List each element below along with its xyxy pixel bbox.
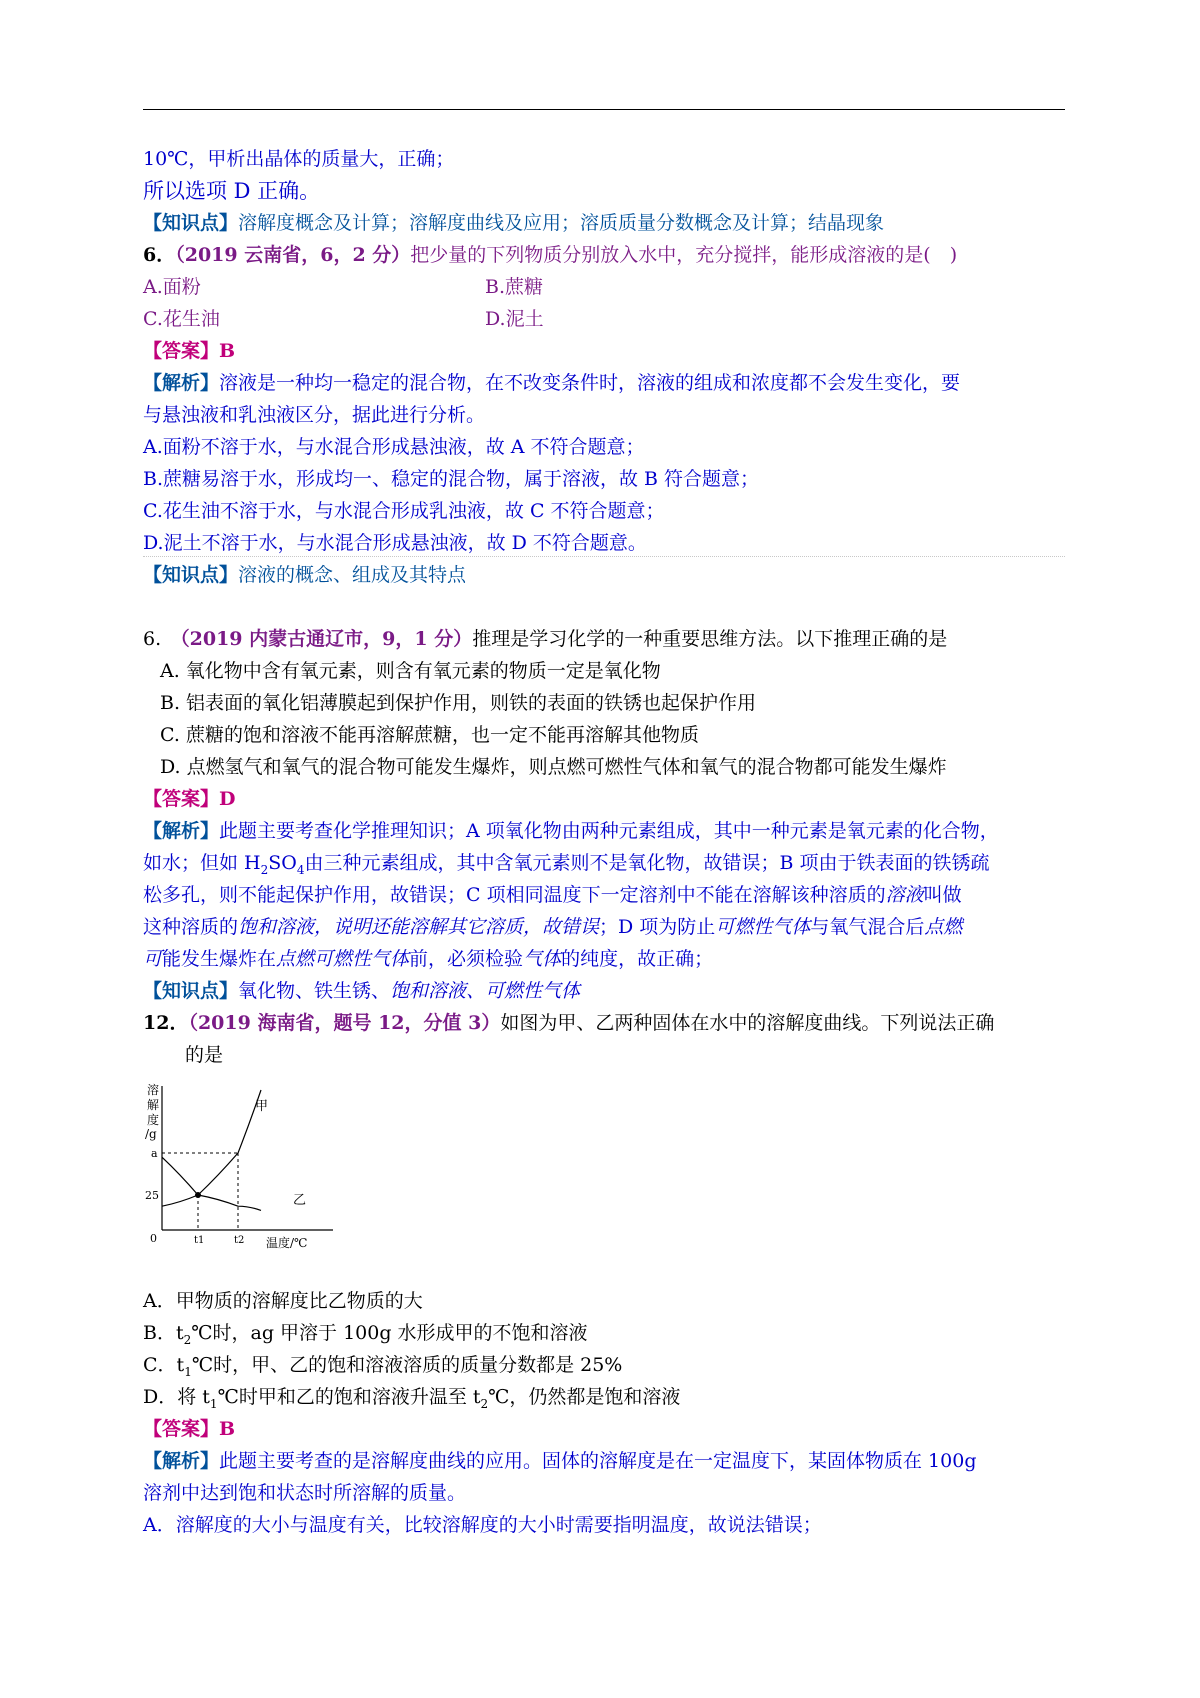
option-a: A. 氧化物中含有氧元素，则含有氧元素的物质一定是氧化物: [160, 660, 661, 682]
question-text: 推理是学习化学的一种重要思维方法。以下推理正确的是: [472, 628, 948, 650]
question-source: （2019 云南省，6，2 分）: [175, 244, 411, 266]
text-run: C．t: [143, 1354, 185, 1376]
answer-value: B: [219, 340, 236, 362]
option-d: [143, 1384, 680, 1417]
series-label-yi: 乙: [293, 1193, 307, 1208]
italic-run: 饱和溶液，说明还能溶解其它溶质，故错误: [238, 916, 600, 938]
option-c: C. 蔗糖的饱和溶液不能再溶解蔗糖，也一定不能再溶解其他物质: [160, 724, 699, 746]
y-axis-label-4: /g: [145, 1127, 157, 1141]
origin-label: 0: [150, 1232, 157, 1245]
text-run: ℃，仍然都是饱和溶液: [488, 1386, 681, 1408]
x-axis-label: 温度/℃: [266, 1236, 308, 1250]
option-d: D.泥土: [485, 308, 544, 330]
knowledge-point: [143, 210, 884, 236]
text-line: 所以选项 D 正确。: [143, 179, 321, 203]
text-run: SO: [268, 852, 297, 874]
subscript: 1: [209, 1396, 218, 1411]
knowledge-label: 【知识点】: [143, 564, 239, 586]
subscript: 2: [480, 1396, 489, 1411]
analysis-text: 溶剂中达到饱和状态时所溶解的质量。: [143, 1482, 467, 1504]
x-tick-t1: t1: [194, 1235, 205, 1246]
question-source: （2019 内蒙古通辽市，9，1 分）: [180, 628, 473, 650]
y-tick-25: 25: [145, 1189, 159, 1202]
knowledge-italic: 饱和溶液、可燃性气体: [390, 980, 581, 1002]
text-run: ℃时甲和乙的饱和溶液升温至 t: [217, 1386, 481, 1408]
text-run: 这种溶质的: [143, 916, 239, 938]
analysis-label: 【解析】: [143, 820, 220, 842]
question-stem: [143, 242, 957, 268]
italic-run: 可燃性气体: [715, 916, 811, 938]
analysis-text: A．溶解度的大小与温度有关，比较溶解度的大小时需要指明温度，故说法错误；: [143, 1514, 822, 1536]
answer-label: 【答案】: [143, 788, 220, 810]
analysis-text: [143, 882, 962, 908]
text-run: 的纯度，故正确；: [561, 948, 714, 970]
text-run: 前，必须检验: [409, 948, 524, 970]
subscript: 2: [260, 862, 269, 877]
option-d: D. 点燃氢气和氧气的混合物可能发生爆炸，则点燃可燃性气体和氧气的混合物都可能发生爆炸: [160, 756, 947, 778]
intersection-point: [195, 1192, 201, 1198]
analysis-text: 此题主要考查的是溶解度曲线的应用。固体的溶解度是在一定温度下，某固体物质在 100g: [219, 1450, 977, 1472]
knowledge-point: [143, 562, 466, 588]
question-number: 6.: [143, 628, 181, 650]
solubility-chart: [143, 1080, 343, 1270]
question-number: 12．: [143, 1012, 189, 1034]
analysis: [143, 818, 999, 844]
header-rule: [143, 109, 1065, 110]
text-run: ℃时，ag 甲溶于 100g 水形成甲的不饱和溶液: [191, 1322, 588, 1344]
y-axis-label-1: 溶: [147, 1083, 160, 1097]
analysis-text: 与悬浊液和乳浊液区分，据此进行分析。: [143, 404, 486, 426]
answer: [143, 1416, 235, 1442]
text-run: ；D 项为防止: [599, 916, 716, 938]
subscript: 1: [184, 1364, 192, 1379]
analysis-text: C.花生油不溶于水，与水混合形成乳浊液，故 C 不符合题意；: [143, 500, 665, 522]
knowledge-point: [143, 978, 580, 1004]
question-text: 如图为甲、乙两种固体在水中的溶解度曲线。下列说法正确: [500, 1012, 995, 1034]
y-axis-label-3: 度: [147, 1113, 160, 1127]
option-b: [143, 1320, 588, 1353]
analysis-text: 此题主要考查化学推理知识；A 项氧化物由两种元素组成，其中一种元素是氧元素的化合物，: [219, 820, 999, 842]
text-run: B．t: [143, 1322, 184, 1344]
option-a: A.面粉: [143, 276, 201, 298]
italic-run: 可: [143, 948, 163, 970]
text-run: 与氧气混合后: [810, 916, 925, 938]
y-axis-label-2: 解: [147, 1098, 160, 1112]
text-run: 如水；但如 H: [143, 852, 261, 874]
option-c: C.花生油: [143, 308, 220, 330]
analysis-text: A.面粉不溶于水，与水混合形成悬浊液，故 A 不符合题意；: [143, 436, 645, 458]
subscript: 2: [183, 1332, 192, 1347]
analysis: [143, 1448, 977, 1474]
analysis-label: 【解析】: [143, 372, 220, 394]
question-number: 6．: [143, 244, 176, 266]
answer: [143, 338, 235, 364]
answer-label: 【答案】: [143, 340, 220, 362]
answer-label: 【答案】: [143, 1418, 220, 1440]
option-b: B.蔗糖: [485, 276, 544, 298]
italic-run: 气体: [523, 948, 562, 970]
analysis-text: 溶液是一种均一稳定的混合物，在不改变条件时，溶液的组成和浓度都不会发生变化，要: [219, 372, 961, 394]
analysis-text: [143, 914, 962, 940]
subscript: 4: [296, 862, 305, 877]
knowledge-text: 溶解度概念及计算；溶解度曲线及应用；溶质质量分数概念及计算；结晶现象: [238, 212, 885, 234]
knowledge-text: 溶液的概念、组成及其特点: [238, 564, 467, 586]
series-label-jia: 甲: [255, 1099, 269, 1114]
analysis: [143, 370, 960, 396]
dotted-separator: [143, 556, 1065, 557]
text-run: 松多孔，则不能起保护作用，故错误；C 项相同温度下一定溶剂中不能在溶解该种溶质的: [143, 884, 886, 906]
text-run: 叫做: [923, 884, 962, 906]
knowledge-label: 【知识点】: [143, 212, 239, 234]
italic-run: 点燃: [924, 916, 963, 938]
answer-value: D: [219, 788, 236, 810]
curve-jia: [162, 1090, 261, 1206]
question-text: 的是: [185, 1044, 224, 1066]
knowledge-text: 氧化物、铁生锈、: [238, 980, 391, 1002]
analysis-text: [143, 946, 713, 972]
answer-value: B: [219, 1418, 236, 1440]
question-text: 把少量的下列物质分别放入水中，充分搅拌，能形成溶液的是( ): [410, 244, 958, 266]
y-tick-a: a: [151, 1147, 158, 1160]
option-c: [143, 1352, 622, 1385]
text-run: D．将 t: [143, 1386, 210, 1408]
question-stem: [143, 1010, 994, 1036]
text-run: ℃时，甲、乙的饱和溶液溶质的质量分数都是 25%: [191, 1354, 623, 1376]
question-source: （2019 海南省，题号 12，分值 3）: [188, 1012, 501, 1034]
text-run: 由三种元素组成，其中含氧元素则不是氧化物，故错误；B 项由于铁表面的铁锈疏: [304, 852, 990, 874]
italic-run: 点燃可燃性气体: [276, 948, 410, 970]
analysis-text: [143, 850, 990, 883]
analysis-label: 【解析】: [143, 1450, 220, 1472]
italic-run: 溶液: [885, 884, 924, 906]
option-b: B. 铝表面的氧化铝薄膜起到保护作用，则铁的表面的铁锈也起保护作用: [160, 692, 757, 714]
text-line: 10℃，甲析出晶体的质量大，正确；: [143, 148, 455, 170]
answer: [143, 786, 236, 812]
question-stem: [143, 626, 947, 652]
analysis-text: B.蔗糖易溶于水，形成均一、稳定的混合物，属于溶液，故 B 符合题意；: [143, 468, 760, 490]
x-tick-t2: t2: [234, 1235, 245, 1246]
option-a: A．甲物质的溶解度比乙物质的大: [143, 1290, 423, 1312]
analysis-text: D.泥土不溶于水，与水混合形成悬浊液，故 D 不符合题意。: [143, 532, 647, 554]
text-run: 能发生爆炸在: [162, 948, 277, 970]
knowledge-label: 【知识点】: [143, 980, 239, 1002]
